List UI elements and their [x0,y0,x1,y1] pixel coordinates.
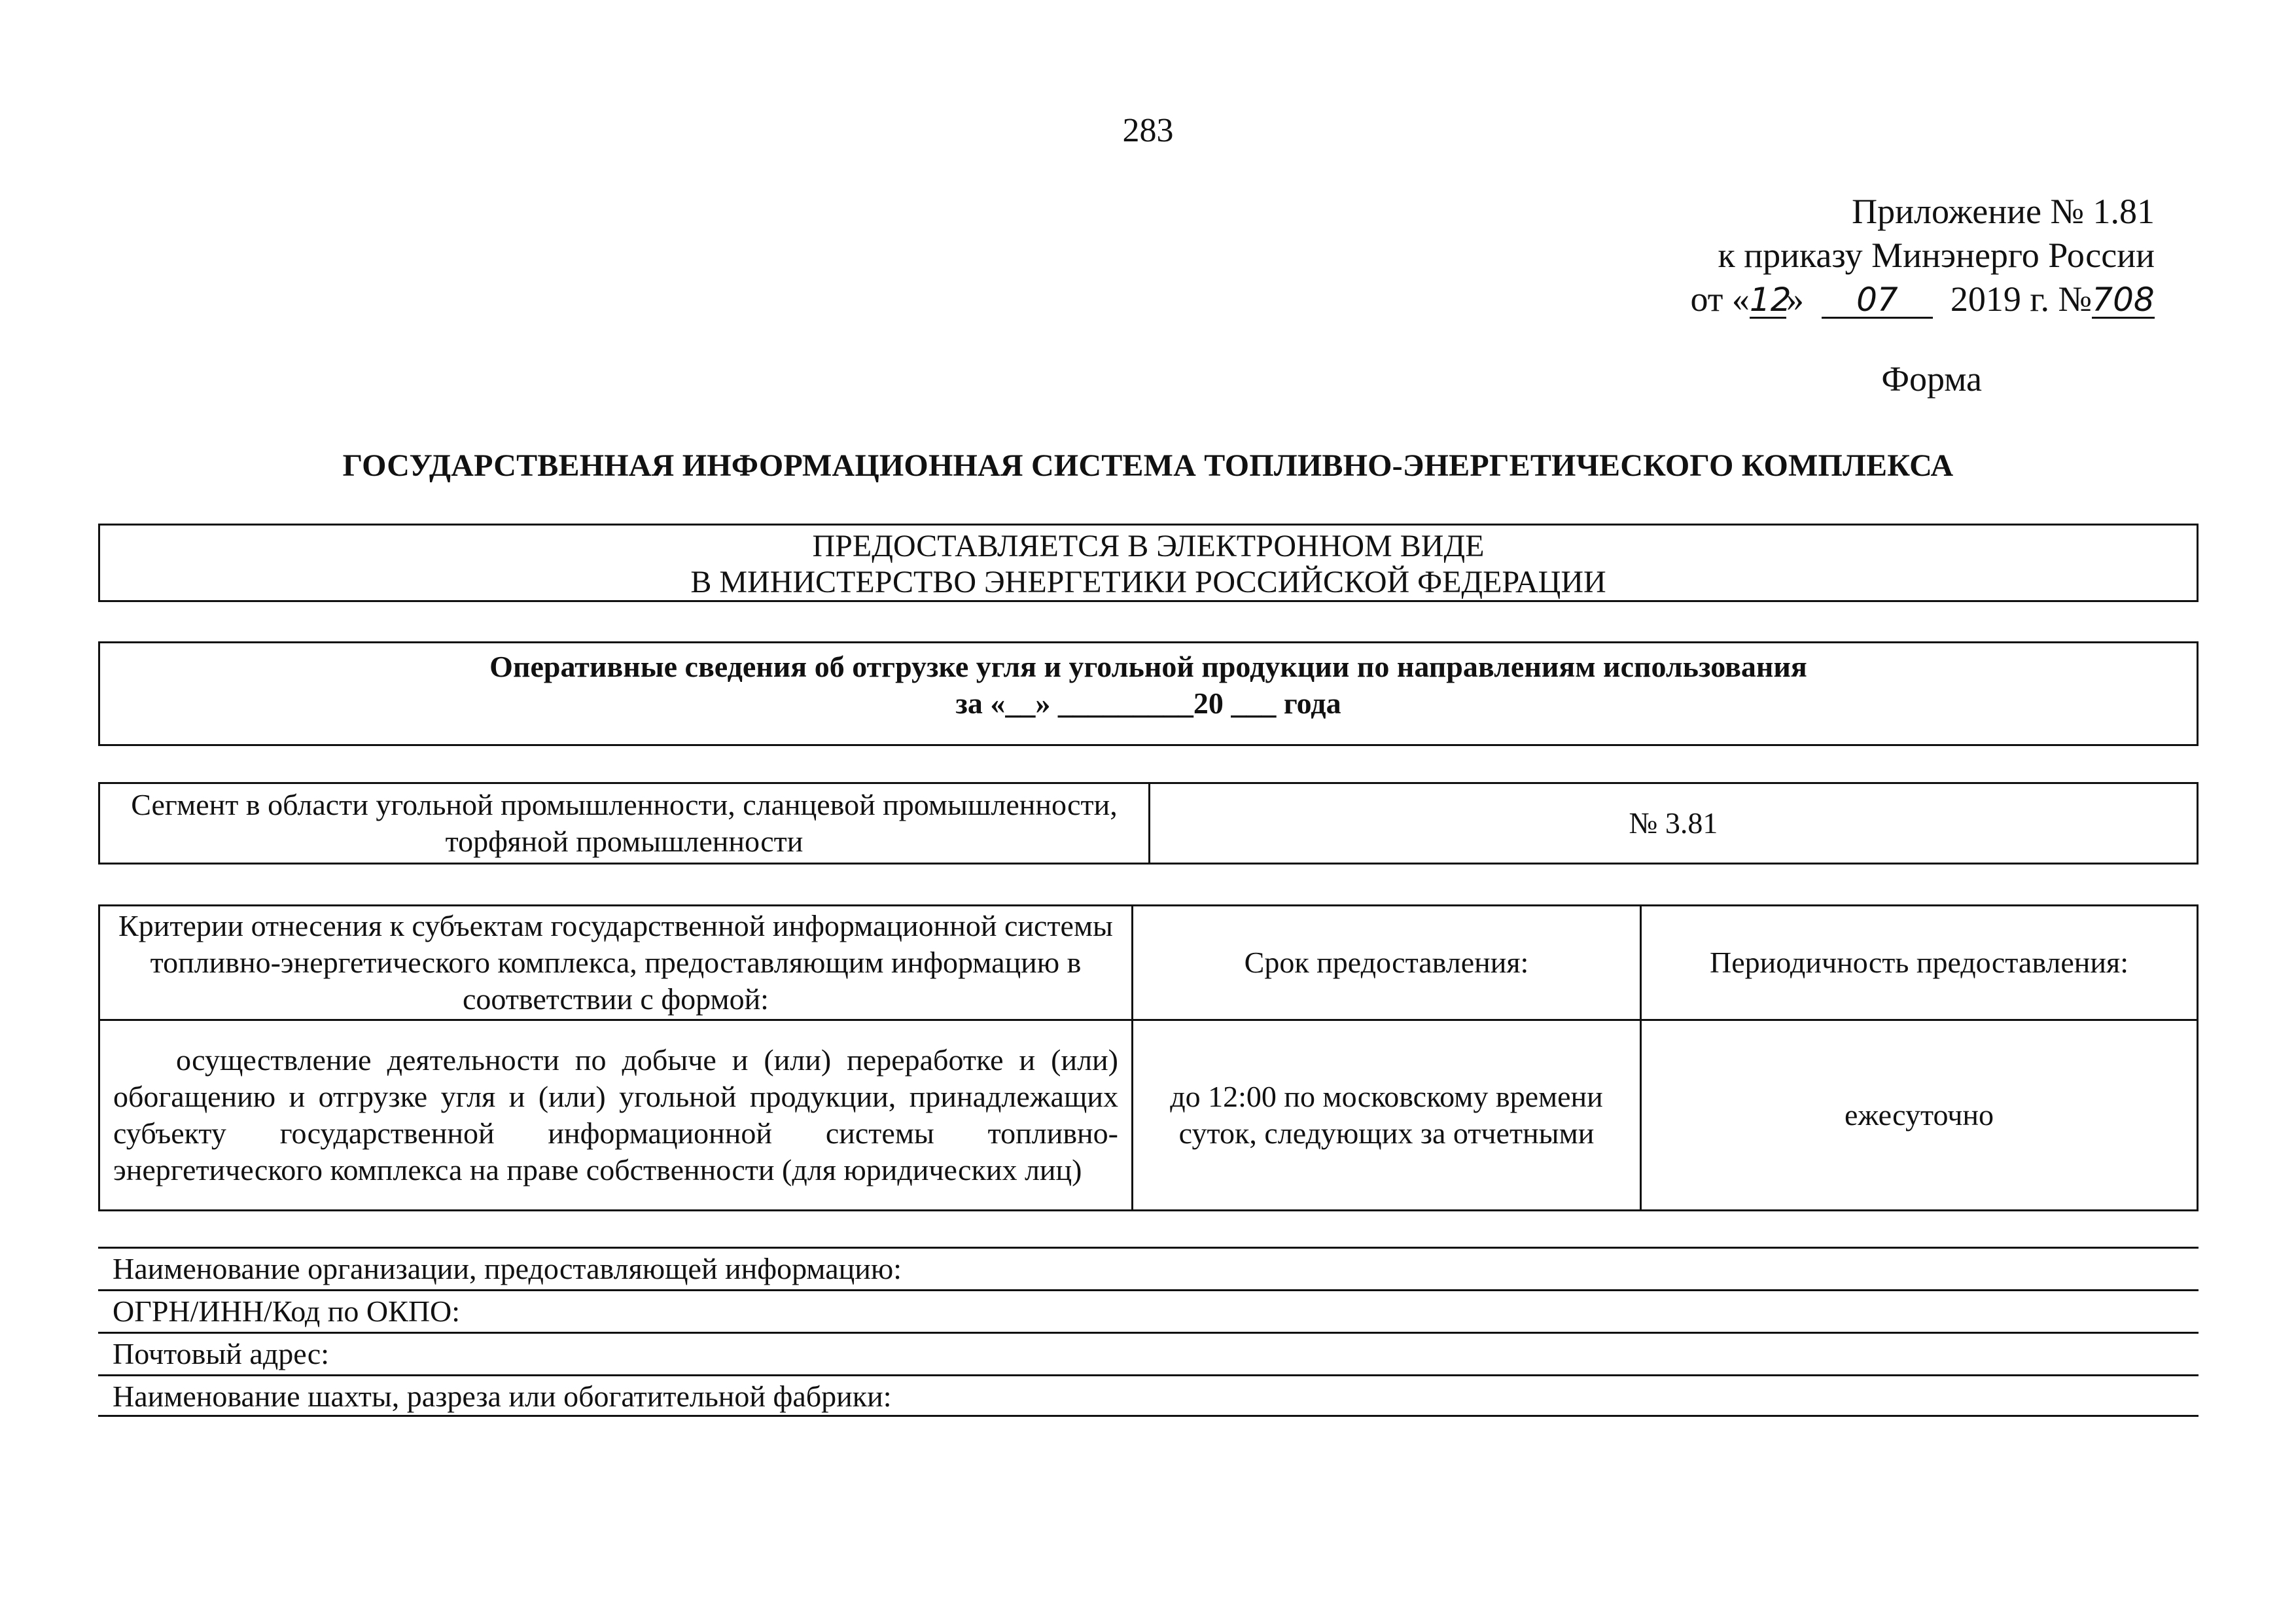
header-frequency: Периодичность предоставления: [1641,906,2198,1020]
cell-frequency: ежесуточно [1641,1020,2198,1211]
submission-box [98,524,2199,602]
main-title: ГОСУДАРСТВЕННАЯ ИНФОРМАЦИОННАЯ СИСТЕМА ТОПЛИВНО-ЭНЕРГЕТИЧЕСКОГО КОМПЛЕКСА [342,448,1954,483]
page-number: 283 [1122,112,1174,149]
appendix-order-reference: к приказу Минэнерго России [1718,236,2155,275]
segment-row [99,783,2198,864]
handwritten-month: 07 [1822,283,1933,319]
appendix-title: Приложение № 1.81 [1852,192,2155,231]
report-period: за «__» _________20 ___ года [955,687,1341,720]
segment-table [98,782,2199,865]
form-label: Форма [1881,359,1982,399]
appendix-header [1566,190,2155,321]
mine-name-field: Наименование шахты, разреза или обогатительной фабрики: [98,1374,2199,1417]
submission-line-2: В МИНИСТЕРСТВО ЭНЕРГЕТИКИ РОССИЙСКОЙ ФЕДЕРАЦИИ [690,565,1606,599]
date-prefix: от « [1690,279,1750,319]
org-ids-field: ОГРН/ИНН/Код по ОКПО: [98,1289,2199,1332]
cell-criteria: осуществление деятельности по добыче и (или) переработке и (или) обогащению и отгрузке угля и (или) угольной продукции, принадлежащих субъекту государственной информационной системы топливно-энергетического комплекса на праве собственности (для юридических лиц) [99,1020,1133,1211]
report-title: Оперативные сведения об отгрузке угля и угольной продукции по направлениям использования [489,650,1807,683]
header-criteria: Критерии отнесения к субъектам государственной информационной системы топливно-энергетического комплекса, предоставляющим информацию в соответствии с формой: [99,906,1133,1020]
date-quote-close: » [1786,279,1804,319]
criteria-table [98,904,2199,1211]
segment-number: № 3.81 [1150,783,2198,864]
cell-deadline: до 12:00 по московскому времени суток, следующих за отчетными [1133,1020,1641,1211]
org-name-field: Наименование организации, предоставляющей информацию: [98,1247,2199,1289]
criteria-header-row [99,906,2198,1020]
submission-line-1: ПРЕДОСТАВЛЯЕТСЯ В ЭЛЕКТРОННОМ ВИДЕ [812,529,1485,563]
handwritten-order-number: 708 [2092,281,2155,319]
appendix-date-line [1566,277,2155,321]
postal-address-field: Почтовый адрес: [98,1332,2199,1374]
date-year: 2019 г. № [1950,279,2092,319]
organization-fields [98,1247,2199,1417]
segment-label: Сегмент в области угольной промышленности, сланцевой промышленности, торфяной промышленности [99,783,1150,864]
criteria-data-row [99,1020,2198,1211]
report-title-box [98,641,2199,746]
header-deadline: Срок предоставления: [1133,906,1641,1020]
handwritten-day: 12 [1749,281,1792,319]
